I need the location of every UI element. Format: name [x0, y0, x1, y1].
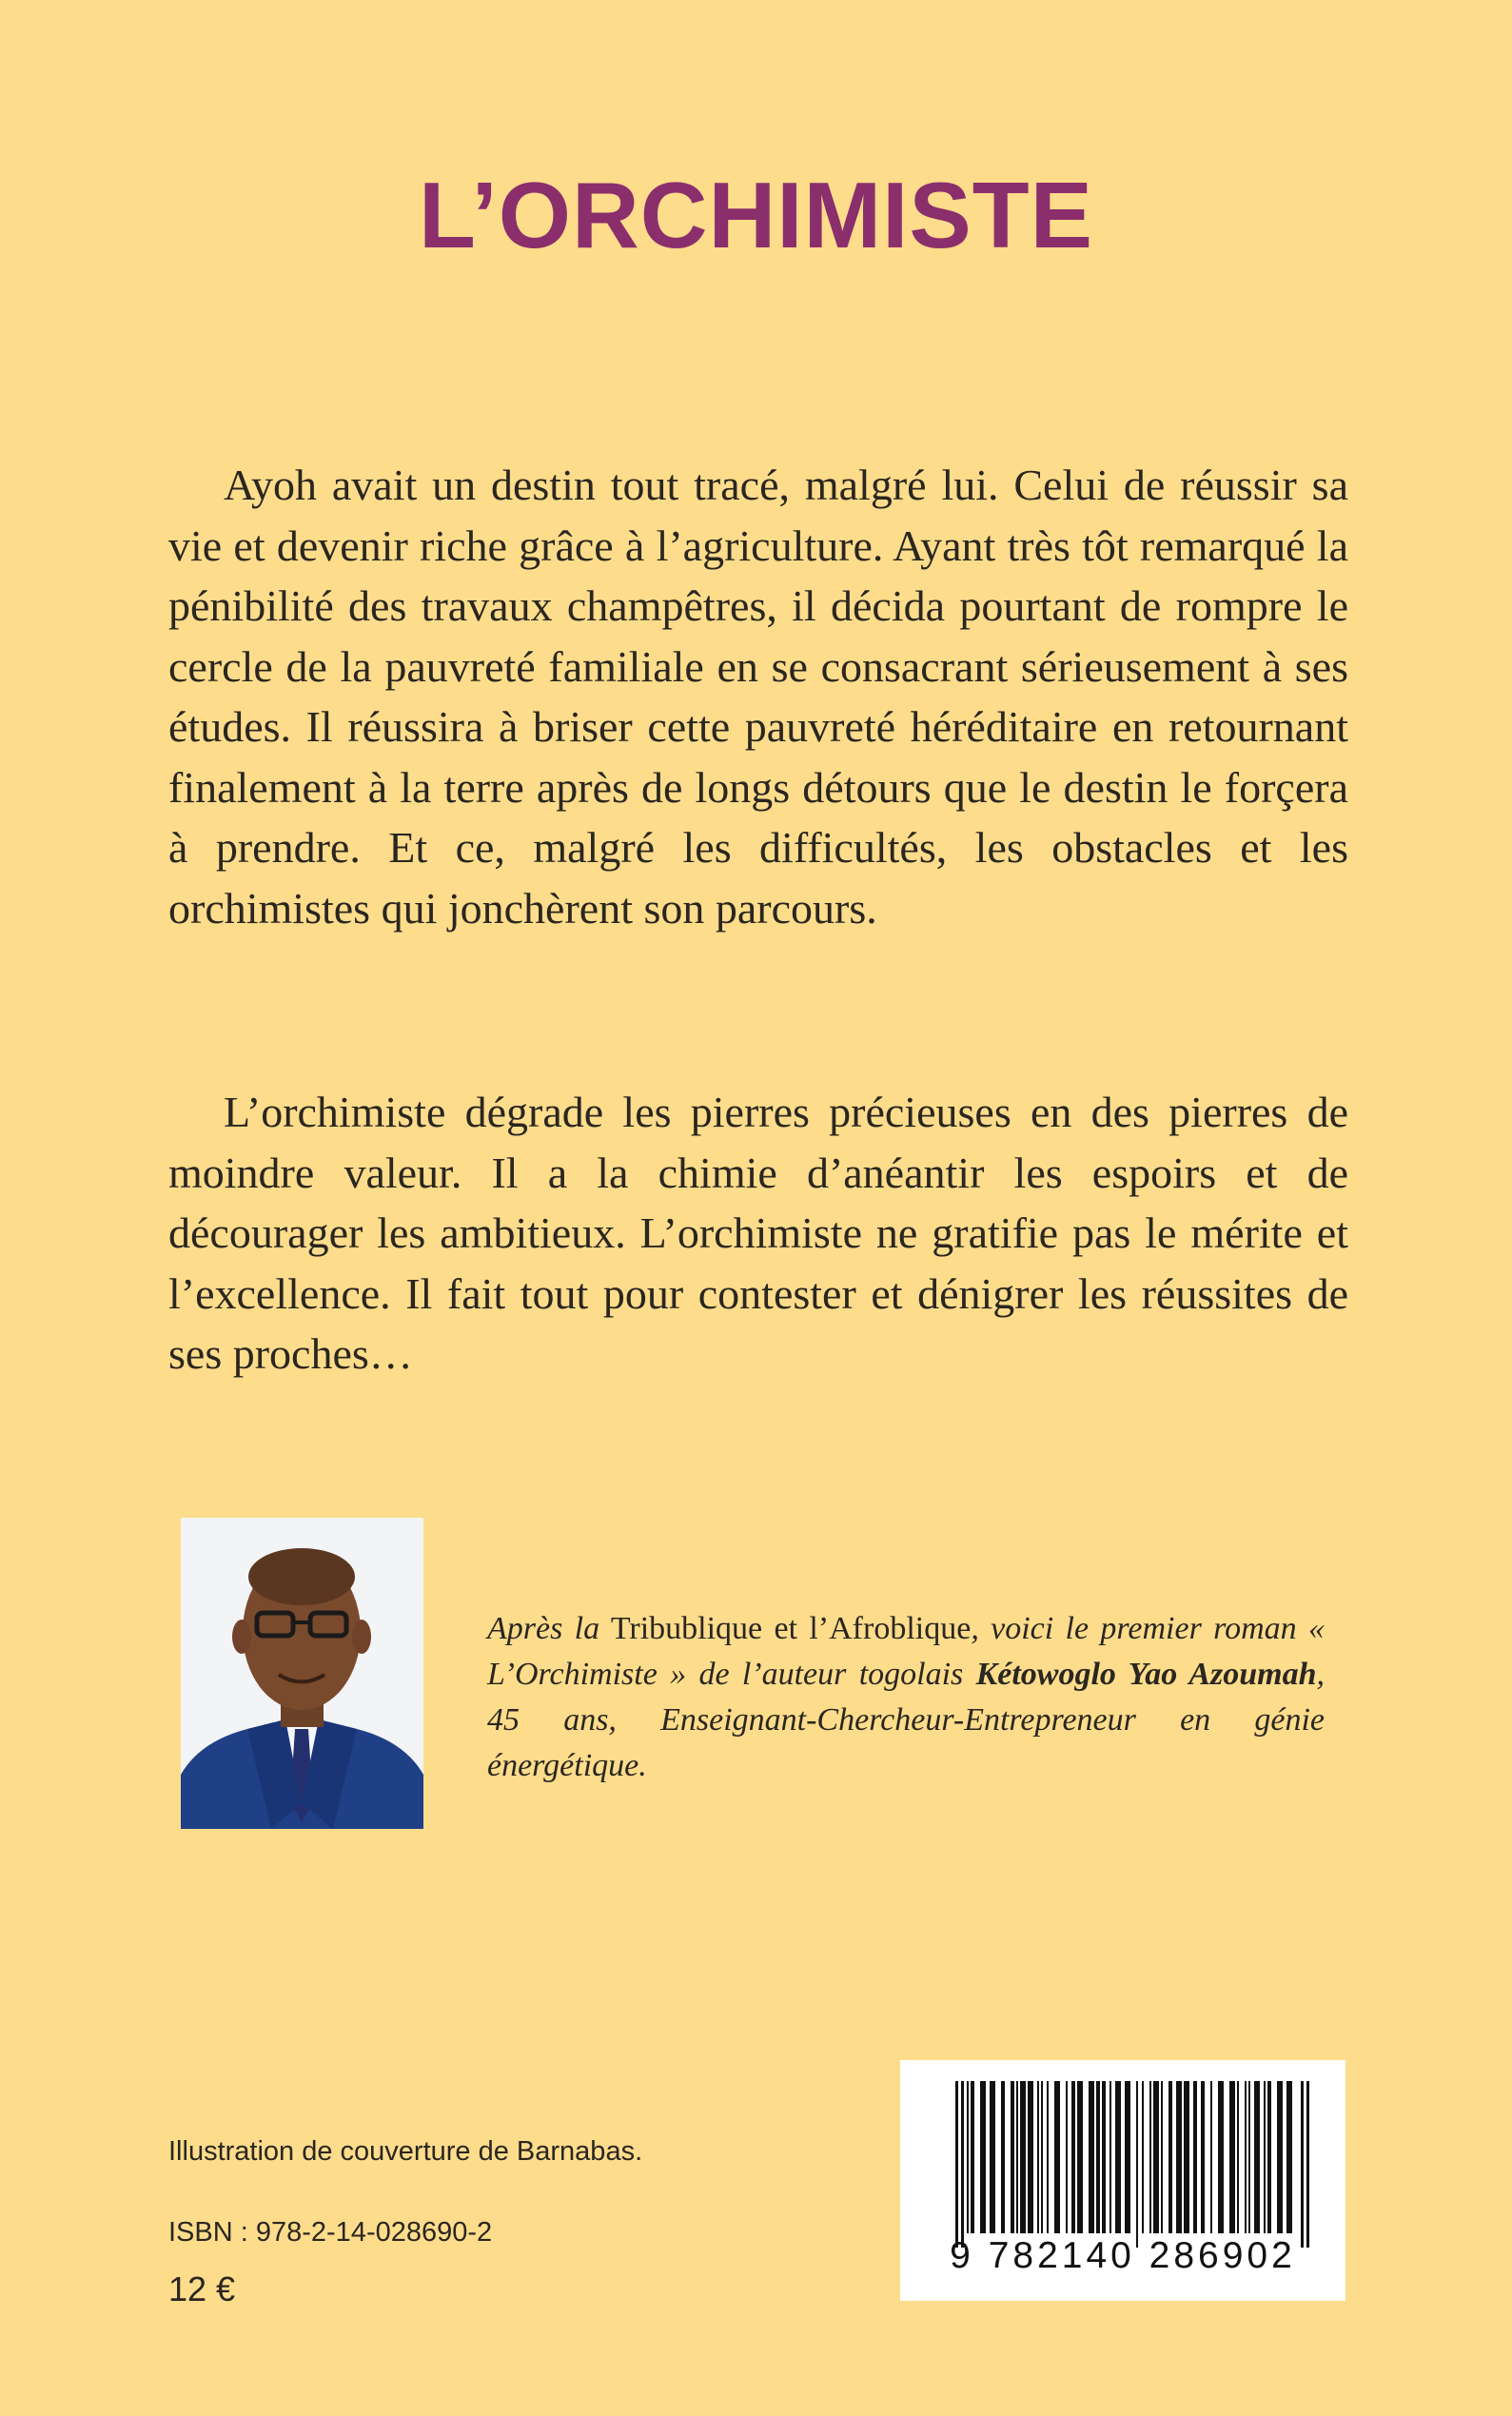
barcode-bar	[1301, 2081, 1304, 2248]
author-name: Kétowoglo Yao Azoumah	[975, 1657, 1317, 1692]
barcode-bar	[1142, 2081, 1144, 2233]
book-title: L’ORCHIMISTE	[419, 163, 1093, 267]
barcode-bar	[1011, 2081, 1014, 2233]
barcode-bar	[1254, 2081, 1260, 2233]
barcode-bar	[1066, 2081, 1068, 2233]
barcode-bar	[955, 2081, 958, 2248]
barcode-bar	[1071, 2081, 1075, 2233]
author-bio-text: de l’auteur togolais	[686, 1657, 976, 1692]
barcode-bar	[1201, 2081, 1205, 2233]
author-bio-text: , voici le premier roman	[971, 1611, 1308, 1646]
barcode-bar	[1153, 2081, 1159, 2233]
barcode-bar	[1149, 2081, 1151, 2233]
illustration-credit: Illustration de couverture de Barnabas.	[168, 2136, 643, 2167]
barcode-bar	[1245, 2081, 1247, 2233]
barcode-bar	[1267, 2081, 1271, 2233]
barcode-bar	[1248, 2081, 1250, 2233]
author-bio-text: , 45 ans, Enseignant-Chercheur-Entrepreneur en génie énergétique.	[487, 1657, 1325, 1783]
barcode-bar	[1237, 2081, 1239, 2233]
barcode-bar	[961, 2081, 964, 2248]
barcode-bar	[1229, 2081, 1235, 2233]
barcode-bar	[1054, 2081, 1060, 2233]
barcode-bar	[1218, 2081, 1224, 2233]
barcode-bar	[1136, 2081, 1138, 2248]
barcode-bar	[1001, 2081, 1005, 2233]
barcode-bar	[1020, 2081, 1026, 2233]
barcode-digits: 9 782140 286902	[950, 2235, 1296, 2276]
barcode-bar	[1210, 2081, 1212, 2233]
author-bio-text: Après la	[487, 1611, 600, 1646]
barcode-bar	[980, 2081, 986, 2233]
barcode-bar	[1306, 2081, 1309, 2248]
blurb-paragraph-1: Ayoh avait un destin tout tracé, malgré lui. Celui de réussir sa vie et devenir riche grâce à l’agriculture. Ayant très tôt remarqué la pénibilité des travaux champêtres, il décida pourtant de rompre le cercle de la pauvreté familiale en se consacrant sérieusement à ses études. Il réussira à briser cette pauvreté héréditaire en retournant finalement à la terre après de longs détours que le destin le forçera à prendre. Et ce, malgré les difficultés, les obstacles et les orchimistes qui jonchèrent son parcours.	[168, 461, 1348, 933]
barcode-bar	[1125, 2081, 1130, 2233]
barcode-bar	[971, 2081, 974, 2233]
author-bio-titles: Tribublique et l’Afroblique	[599, 1611, 972, 1646]
author-photo	[181, 1518, 423, 1829]
barcode-bar	[1089, 2081, 1094, 2233]
price: 12 €	[168, 2269, 236, 2308]
isbn: ISBN : 978-2-14-028690-2	[168, 2217, 493, 2248]
barcode-bar	[1115, 2081, 1121, 2233]
barcode-bar	[1264, 2081, 1266, 2233]
barcode-bar	[967, 2081, 969, 2233]
barcode-bar	[1047, 2081, 1049, 2233]
barcode-bar	[1077, 2081, 1083, 2233]
barcode-bar	[1028, 2081, 1033, 2233]
barcode-bar	[1176, 2081, 1182, 2233]
author-bio-novel-title: « L’Orchimiste »	[487, 1611, 1325, 1692]
barcode-bar	[1102, 2081, 1106, 2233]
author-bio	[487, 1606, 1325, 1789]
barcode-bar	[1277, 2081, 1283, 2233]
barcode-bar	[1286, 2081, 1292, 2233]
barcode	[900, 2060, 1345, 2301]
barcode-bar	[990, 2081, 995, 2233]
barcode-bar	[1109, 2081, 1111, 2233]
barcode-bar	[1184, 2081, 1189, 2233]
barcode-bar	[1037, 2081, 1039, 2233]
barcode-bar	[1096, 2081, 1100, 2233]
barcode-bar	[1016, 2081, 1018, 2233]
barcode-bar	[1193, 2081, 1197, 2233]
author-portrait-illustration	[181, 1518, 423, 1829]
barcode-bar	[1168, 2081, 1172, 2233]
barcode-bar	[1041, 2081, 1043, 2233]
barcode-bar	[1161, 2081, 1163, 2233]
blurb-paragraph-2: L’orchimiste dégrade les pierres précieuses en des pierres de moindre valeur. Il a la chimie d’anéantir les espoirs et de décourager les ambitieux. L’orchimiste ne gratifie pas le mérite et l’excellence. Il fait tout pour contester et dénigrer les réussites de ses proches…	[168, 1088, 1348, 1378]
